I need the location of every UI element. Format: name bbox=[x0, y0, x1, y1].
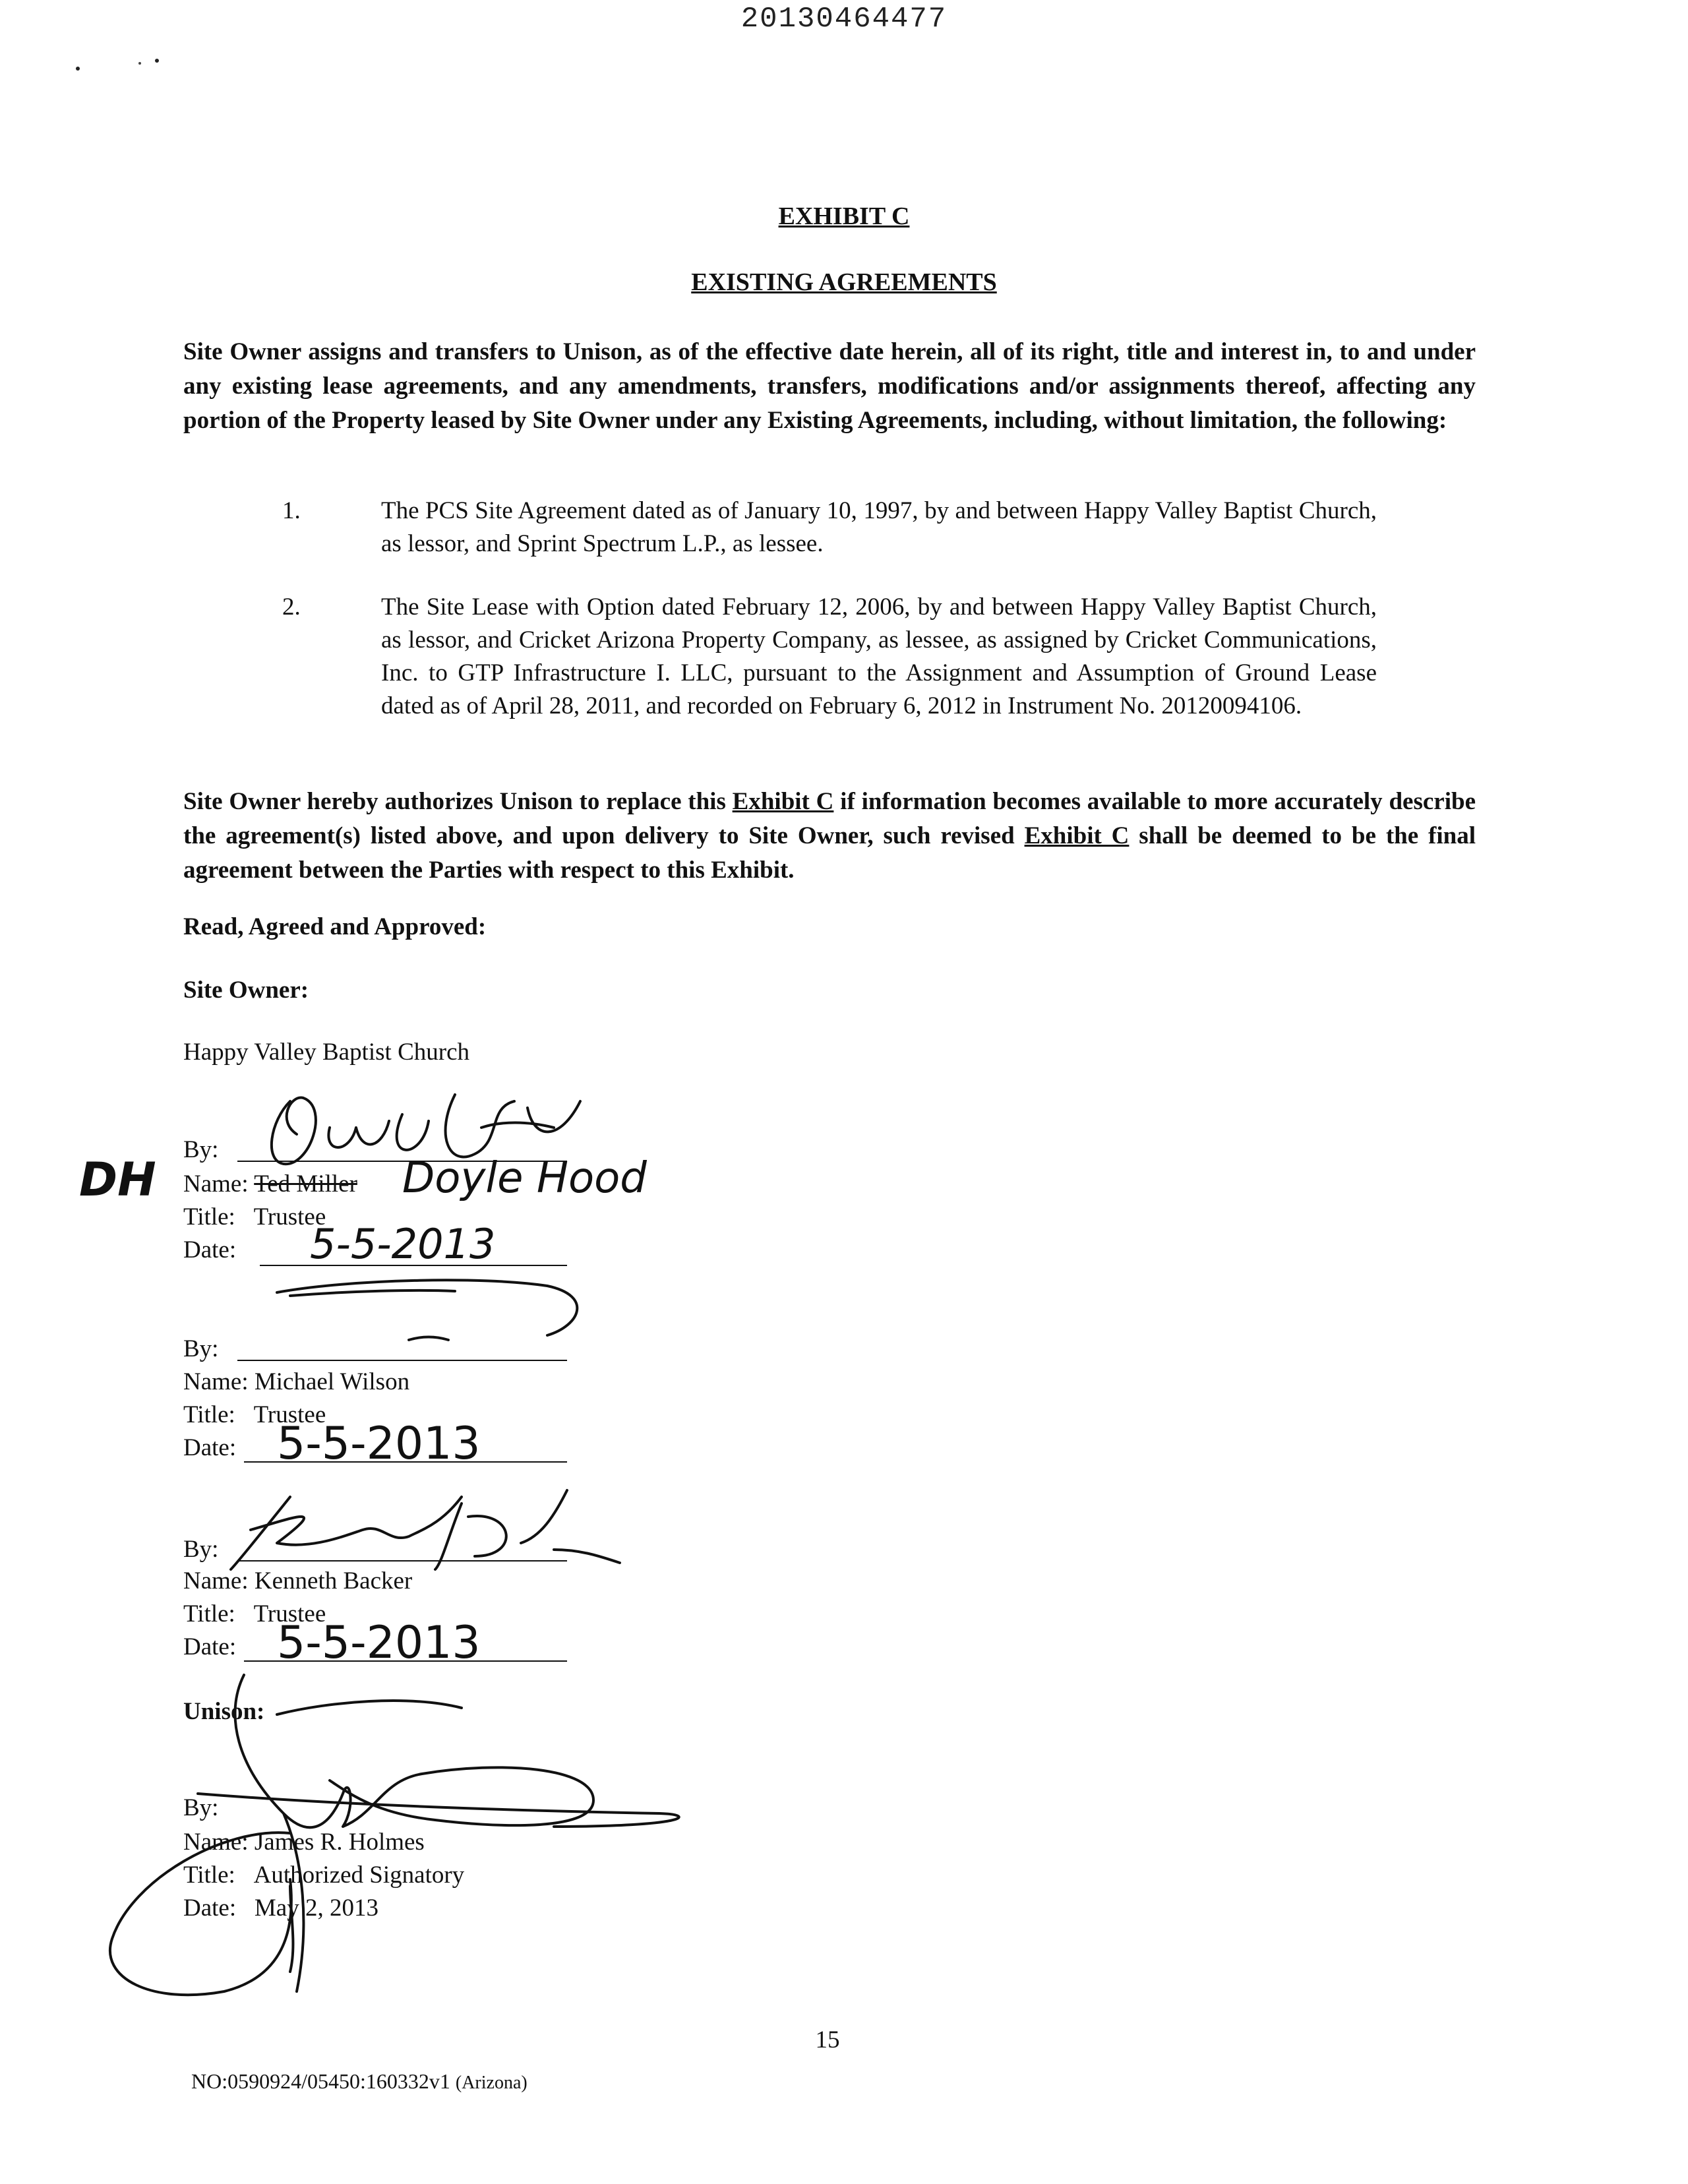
exhibit-title: EXHIBIT C bbox=[778, 202, 910, 230]
date-label: Date: bbox=[183, 1895, 237, 1922]
title-label: Title: bbox=[183, 1600, 235, 1627]
authorization-text: Site Owner hereby authorizes Unison to replace this bbox=[183, 788, 733, 815]
name-row bbox=[183, 1368, 409, 1396]
by-label: By: bbox=[183, 1335, 219, 1362]
authorization-text: shall be deemed to be the final agreement between the Parties with respect to this Exhibit. bbox=[183, 822, 1476, 884]
footer bbox=[191, 2069, 528, 2094]
exhibit-subtitle: EXISTING AGREEMENTS bbox=[691, 268, 997, 296]
signature-michael-wilson bbox=[251, 1273, 593, 1352]
name-row bbox=[183, 1567, 412, 1595]
site-owner-label: Site Owner: bbox=[183, 977, 309, 1004]
handwritten-date: 5-5-2013 bbox=[277, 1617, 481, 1669]
authorization-paragraph bbox=[183, 785, 1476, 888]
document-number: 20130464477 bbox=[740, 3, 948, 36]
authorization-text: if information becomes available to more accurately describe the agreement(s) listed above, and upon delivery to Site Owner, such revised bbox=[183, 788, 1476, 849]
agreement-text: The Site Lease with Option dated February 12, 2006, by and between Happy Valley Baptist Church, as lessor, and Cricket Arizona Property Company, as lessee, as assigned by Cricket Communications, Inc. to GTP Infrastructure I. LLC, pursuant to the Assignment and Assumption of Ground Lease dated as of April 28, 2011, and recorded on February 6, 2012 in Instrument No. 20120094106. bbox=[381, 593, 1377, 719]
page-number: 15 bbox=[815, 2026, 840, 2053]
handwritten-initials: DH bbox=[79, 1153, 156, 1207]
exhibit-c-reference: Exhibit C bbox=[732, 788, 834, 815]
date-label: Date: bbox=[183, 1236, 237, 1263]
date-label: Date: bbox=[183, 1633, 237, 1660]
printed-name: Kenneth Backer bbox=[254, 1567, 413, 1594]
site-owner-name: Happy Valley Baptist Church bbox=[183, 1039, 470, 1066]
name-label: Name: bbox=[183, 1829, 249, 1856]
title-value: Authorized Signatory bbox=[253, 1862, 465, 1889]
name-row bbox=[183, 1170, 357, 1198]
title-value: Trustee bbox=[253, 1401, 326, 1428]
by-label: By: bbox=[183, 1536, 219, 1563]
printed-name-struck: Ted Miller bbox=[254, 1170, 357, 1198]
agreement-number: 1. bbox=[282, 497, 301, 524]
title-value: Trustee bbox=[253, 1203, 326, 1230]
title-label: Title: bbox=[183, 1203, 235, 1230]
name-label: Name: bbox=[183, 1368, 249, 1395]
unison-label: Unison: bbox=[183, 1698, 265, 1725]
agreement-number: 2. bbox=[282, 593, 301, 621]
read-agreed-approved: Read, Agreed and Approved: bbox=[183, 913, 487, 940]
title-label: Title: bbox=[183, 1862, 235, 1889]
agreement-text: The PCS Site Agreement dated as of January 10, 1997, by and between Happy Valley Baptist Church, as lessor, and Sprint Spectrum L.P., as lessee. bbox=[381, 497, 1377, 557]
handwritten-date: 5-5-2013 bbox=[310, 1220, 496, 1268]
date-label: Date: bbox=[183, 1434, 237, 1461]
signature-line bbox=[237, 1560, 567, 1562]
exhibit-c-reference: Exhibit C bbox=[1024, 822, 1130, 849]
signature-james-holmes bbox=[92, 1662, 712, 2005]
title-value: Trustee bbox=[253, 1600, 326, 1627]
signature-line bbox=[237, 1360, 567, 1361]
handwritten-name: Doyle Hood bbox=[402, 1154, 647, 1203]
footer-state: (Arizona) bbox=[455, 2073, 528, 2093]
name-label: Name: bbox=[183, 1170, 249, 1198]
name-label: Name: bbox=[183, 1567, 249, 1594]
printed-name: Michael Wilson bbox=[254, 1368, 410, 1395]
by-label: By: bbox=[183, 1136, 219, 1163]
title-row bbox=[183, 1203, 326, 1231]
by-label: By: bbox=[183, 1794, 219, 1821]
handwritten-date: 5-5-2013 bbox=[277, 1418, 481, 1470]
scan-specks bbox=[66, 53, 185, 79]
date-value: May 2, 2013 bbox=[254, 1895, 378, 1922]
title-label: Title: bbox=[183, 1401, 235, 1428]
intro-paragraph: Site Owner assigns and transfers to Unison, as of the effective date herein, all of its right, title and interest in, to and under any existing lease agreements, and any amendments, transfers, modifications and/or assignments thereof, affecting any portion of the Property leased by Site Owner under any Existing Agreements, including, without limitation, the following: bbox=[183, 338, 1476, 434]
printed-name: James R. Holmes bbox=[254, 1829, 425, 1856]
footer-code: NO:0590924/05450:160332v1 bbox=[191, 2069, 450, 2093]
